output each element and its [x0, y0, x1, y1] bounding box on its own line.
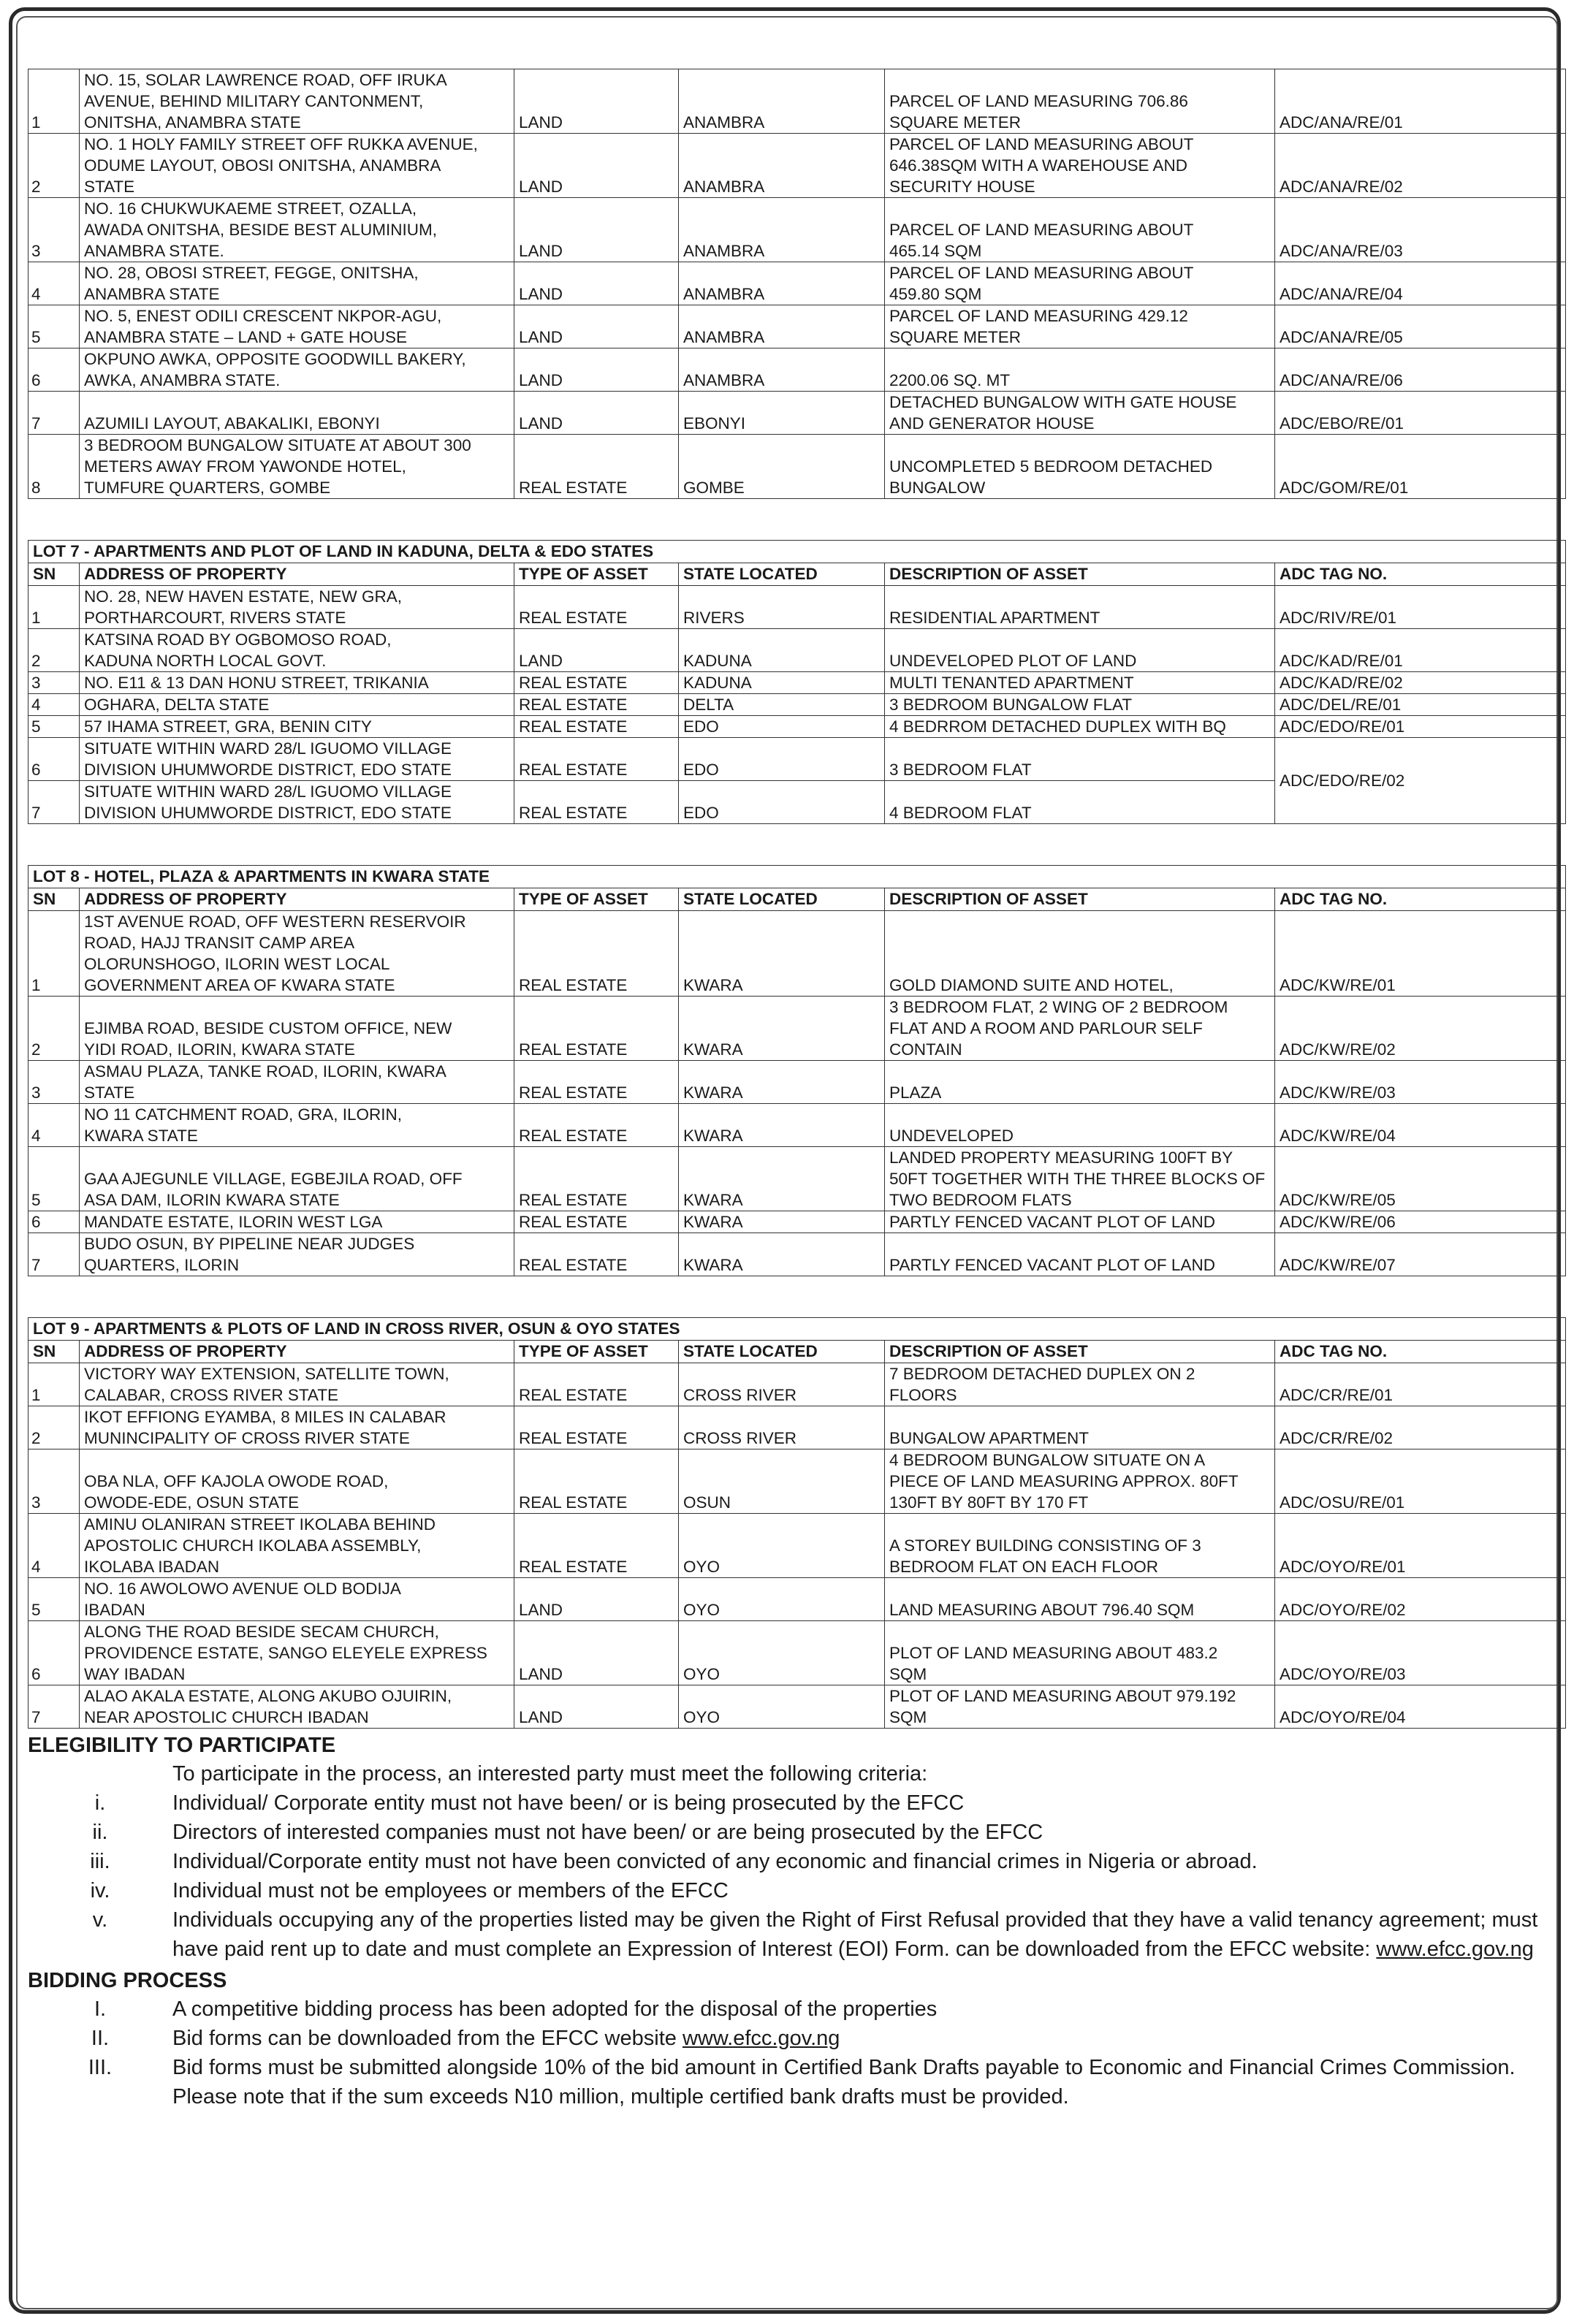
header-tag: ADC TAG NO.	[1275, 563, 1566, 586]
sn-cell: 2	[28, 134, 80, 198]
table-row	[28, 69, 1566, 134]
type-cell: REAL ESTATE	[514, 586, 679, 629]
table-row	[28, 738, 1566, 781]
sn-cell: 1	[28, 69, 80, 134]
type-cell: REAL ESTATE	[514, 1211, 679, 1233]
table-row	[28, 1061, 1566, 1104]
table-row	[28, 716, 1566, 738]
type-cell: LAND	[514, 198, 679, 262]
state-cell: EDO	[679, 716, 885, 738]
sn-cell: 6	[28, 348, 80, 392]
type-cell: LAND	[514, 1578, 679, 1621]
type-cell: LAND	[514, 629, 679, 672]
description-cell: 3 BEDROOM FLAT, 2 WING OF 2 BEDROOM FLAT AND A ROOM AND PARLOUR SELF CONTAIN	[885, 997, 1275, 1061]
description-cell: LAND MEASURING ABOUT 796.40 SQM	[885, 1578, 1275, 1621]
state-cell: KWARA	[679, 1211, 885, 1233]
address-cell: 3 BEDROOM BUNGALOW SITUATE AT ABOUT 300 METERS AWAY FROM YAWONDE HOTEL, TUMFURE QUARTERS, GOMBE	[80, 435, 514, 499]
address-cell: ASMAU PLAZA, TANKE ROAD, ILORIN, KWARA STATE	[80, 1061, 514, 1104]
type-cell: REAL ESTATE	[514, 1233, 679, 1276]
address-cell: SITUATE WITHIN WARD 28/L IGUOMO VILLAGE DIVISION UHUMWORDE DISTRICT, EDO STATE	[80, 781, 514, 824]
type-cell: LAND	[514, 262, 679, 305]
type-cell: LAND	[514, 69, 679, 134]
state-cell: ANAMBRA	[679, 262, 885, 305]
table-row	[28, 1621, 1566, 1685]
tag-cell: ADC/RIV/RE/01	[1275, 586, 1566, 629]
table-row	[28, 348, 1566, 392]
sn-cell: 1	[28, 586, 80, 629]
state-cell: OYO	[679, 1685, 885, 1729]
address-cell: MANDATE ESTATE, ILORIN WEST LGA	[80, 1211, 514, 1233]
type-cell: LAND	[514, 305, 679, 348]
description-cell: GOLD DIAMOND SUITE AND HOTEL,	[885, 911, 1275, 997]
state-cell: KWARA	[679, 911, 885, 997]
table-row	[28, 392, 1566, 435]
address-cell: OGHARA, DELTA STATE	[80, 694, 514, 716]
description-cell: 4 BEDRROM DETACHED DUPLEX WITH BQ	[885, 716, 1275, 738]
address-cell: OBA NLA, OFF KAJOLA OWODE ROAD, OWODE-EDE, OSUN STATE	[80, 1449, 514, 1514]
description-cell: 3 BEDROOM BUNGALOW FLAT	[885, 694, 1275, 716]
state-cell: EBONYI	[679, 392, 885, 435]
sn-cell: 4	[28, 694, 80, 716]
lot-continued-table	[28, 69, 1566, 499]
address-cell: NO. 15, SOLAR LAWRENCE ROAD, OFF IRUKA AVENUE, BEHIND MILITARY CANTONMENT, ONITSHA, ANAMBRA STATE	[80, 69, 514, 134]
sn-cell: 6	[28, 738, 80, 781]
bidding-heading: BIDDING PROCESS	[28, 1969, 227, 1992]
description-cell: MULTI TENANTED APARTMENT	[885, 672, 1275, 694]
table-row	[28, 1233, 1566, 1276]
description-cell: PLOT OF LAND MEASURING ABOUT 483.2 SQM	[885, 1621, 1275, 1685]
address-cell: AZUMILI LAYOUT, ABAKALIKI, EBONYI	[80, 392, 514, 435]
description-cell: PARCEL OF LAND MEASURING 429.12 SQUARE METER	[885, 305, 1275, 348]
state-cell: OYO	[679, 1621, 885, 1685]
state-cell: DELTA	[679, 694, 885, 716]
tag-cell: ADC/ANA/RE/01	[1275, 69, 1566, 134]
list-item	[28, 1995, 1565, 2024]
sn-cell: 6	[28, 1621, 80, 1685]
tag-cell: ADC/DEL/RE/01	[1275, 694, 1566, 716]
list-item	[28, 1847, 1565, 1876]
tag-cell: ADC/CR/RE/01	[1275, 1363, 1566, 1406]
tag-cell: ADC/ANA/RE/06	[1275, 348, 1566, 392]
lot-7-table	[28, 540, 1566, 824]
tag-cell: ADC/EDO/RE/01	[1275, 716, 1566, 738]
type-cell: LAND	[514, 134, 679, 198]
state-cell: ANAMBRA	[679, 69, 885, 134]
sn-cell: 4	[28, 1104, 80, 1147]
state-cell: KADUNA	[679, 672, 885, 694]
address-cell: OKPUNO AWKA, OPPOSITE GOODWILL BAKERY, AWKA, ANAMBRA STATE.	[80, 348, 514, 392]
lot-9-title: LOT 9 - APARTMENTS & PLOTS OF LAND IN CROSS RIVER, OSUN & OYO STATES	[28, 1318, 1566, 1341]
header-tag: ADC TAG NO.	[1275, 888, 1566, 911]
header-tag: ADC TAG NO.	[1275, 1341, 1566, 1363]
state-cell: ANAMBRA	[679, 134, 885, 198]
state-cell: KADUNA	[679, 629, 885, 672]
lot-8-title: LOT 8 - HOTEL, PLAZA & APARTMENTS IN KWARA STATE	[28, 866, 1566, 888]
list-item	[28, 2053, 1565, 2111]
header-description: DESCRIPTION OF ASSET	[885, 1341, 1275, 1363]
address-cell: SITUATE WITHIN WARD 28/L IGUOMO VILLAGE DIVISION UHUMWORDE DISTRICT, EDO STATE	[80, 738, 514, 781]
header-sn: SN	[28, 563, 80, 586]
header-state: STATE LOCATED	[679, 563, 885, 586]
sn-cell: 5	[28, 716, 80, 738]
tag-cell: ADC/OYO/RE/02	[1275, 1578, 1566, 1621]
list-number: v.	[92, 1908, 108, 1932]
table-row	[28, 1685, 1566, 1729]
sn-cell: 3	[28, 1449, 80, 1514]
sn-cell: 7	[28, 1685, 80, 1729]
header-state: STATE LOCATED	[679, 1341, 885, 1363]
tag-cell: ADC/KW/RE/07	[1275, 1233, 1566, 1276]
tag-cell: ADC/KAD/RE/02	[1275, 672, 1566, 694]
tag-cell: ADC/KAD/RE/01	[1275, 629, 1566, 672]
description-cell: RESIDENTIAL APARTMENT	[885, 586, 1275, 629]
list-number: II.	[91, 2027, 110, 2050]
type-cell: REAL ESTATE	[514, 1147, 679, 1211]
state-cell: OYO	[679, 1514, 885, 1578]
tag-cell: ADC/CR/RE/02	[1275, 1406, 1566, 1449]
table-row	[28, 629, 1566, 672]
description-cell: PARTLY FENCED VACANT PLOT OF LAND	[885, 1233, 1275, 1276]
tag-cell: ADC/OYO/RE/01	[1275, 1514, 1566, 1578]
sn-cell: 4	[28, 1514, 80, 1578]
tag-cell: ADC/ANA/RE/02	[1275, 134, 1566, 198]
description-cell: UNCOMPLETED 5 BEDROOM DETACHED BUNGALOW	[885, 435, 1275, 499]
list-item	[28, 1905, 1565, 1964]
list-number: III.	[88, 2056, 113, 2079]
state-cell: ANAMBRA	[679, 305, 885, 348]
state-cell: ANAMBRA	[679, 348, 885, 392]
description-cell: A STOREY BUILDING CONSISTING OF 3 BEDROOM FLAT ON EACH FLOOR	[885, 1514, 1275, 1578]
tag-cell: ADC/KW/RE/06	[1275, 1211, 1566, 1233]
table-row	[28, 1449, 1566, 1514]
type-cell: LAND	[514, 392, 679, 435]
list-item	[28, 1788, 1565, 1818]
description-cell: UNDEVELOPED PLOT OF LAND	[885, 629, 1275, 672]
table-row	[28, 262, 1566, 305]
type-cell: REAL ESTATE	[514, 738, 679, 781]
sn-cell: 6	[28, 1211, 80, 1233]
sn-cell: 2	[28, 1406, 80, 1449]
sn-cell: 3	[28, 1061, 80, 1104]
table-row	[28, 1211, 1566, 1233]
description-cell: PLAZA	[885, 1061, 1275, 1104]
description-cell: PARTLY FENCED VACANT PLOT OF LAND	[885, 1211, 1275, 1233]
header-address: ADDRESS OF PROPERTY	[80, 1341, 514, 1363]
description-cell: 7 BEDROOM DETACHED DUPLEX ON 2 FLOORS	[885, 1363, 1275, 1406]
address-cell: NO. E11 & 13 DAN HONU STREET, TRIKANIA	[80, 672, 514, 694]
bidding-list	[28, 1995, 1565, 2111]
table-row	[28, 1578, 1566, 1621]
state-cell: KWARA	[679, 1061, 885, 1104]
list-number: I.	[94, 1997, 107, 2021]
type-cell: REAL ESTATE	[514, 435, 679, 499]
table-row	[28, 586, 1566, 629]
lot-8-table	[28, 865, 1566, 1276]
description-cell: DETACHED BUNGALOW WITH GATE HOUSE AND GENERATOR HOUSE	[885, 392, 1275, 435]
description-cell: 2200.06 SQ. MT	[885, 348, 1275, 392]
header-address: ADDRESS OF PROPERTY	[80, 563, 514, 586]
tag-cell: ADC/ANA/RE/04	[1275, 262, 1566, 305]
document-body	[28, 69, 1565, 2111]
state-cell: OYO	[679, 1578, 885, 1621]
table-row	[28, 305, 1566, 348]
description-cell: PARCEL OF LAND MEASURING ABOUT 465.14 SQM	[885, 198, 1275, 262]
state-cell: KWARA	[679, 1233, 885, 1276]
state-cell: KWARA	[679, 1147, 885, 1211]
sn-cell: 2	[28, 629, 80, 672]
sn-cell: 2	[28, 997, 80, 1061]
address-cell: NO. 16 AWOLOWO AVENUE OLD BODIJA IBADAN	[80, 1578, 514, 1621]
description-cell: 4 BEDROOM BUNGALOW SITUATE ON A PIECE OF LAND MEASURING APPROX. 80FT 130FT BY 80FT BY 170 FT	[885, 1449, 1275, 1514]
address-cell: NO 11 CATCHMENT ROAD, GRA, ILORIN, KWARA STATE	[80, 1104, 514, 1147]
header-address: ADDRESS OF PROPERTY	[80, 888, 514, 911]
list-item	[28, 2024, 1565, 2053]
description-cell: PARCEL OF LAND MEASURING 706.86 SQUARE METER	[885, 69, 1275, 134]
address-cell: VICTORY WAY EXTENSION, SATELLITE TOWN, CALABAR, CROSS RIVER STATE	[80, 1363, 514, 1406]
sn-cell: 3	[28, 672, 80, 694]
state-cell: KWARA	[679, 997, 885, 1061]
sn-cell: 4	[28, 262, 80, 305]
sn-cell: 7	[28, 392, 80, 435]
table-row	[28, 997, 1566, 1061]
table-row	[28, 694, 1566, 716]
sn-cell: 1	[28, 911, 80, 997]
eligibility-list	[28, 1788, 1565, 1964]
address-cell: KATSINA ROAD BY OGBOMOSO ROAD, KADUNA NORTH LOCAL GOVT.	[80, 629, 514, 672]
tag-cell: ADC/KW/RE/03	[1275, 1061, 1566, 1104]
header-description: DESCRIPTION OF ASSET	[885, 888, 1275, 911]
header-type: TYPE OF ASSET	[514, 888, 679, 911]
list-number: iii.	[90, 1850, 110, 1873]
tag-cell: ADC/EDO/RE/02	[1275, 738, 1566, 824]
type-cell: REAL ESTATE	[514, 911, 679, 997]
lot-9-table	[28, 1317, 1566, 1729]
address-cell: NO. 28, OBOSI STREET, FEGGE, ONITSHA, ANAMBRA STATE	[80, 262, 514, 305]
table-row	[28, 911, 1566, 997]
address-cell: 57 IHAMA STREET, GRA, BENIN CITY	[80, 716, 514, 738]
address-cell: AMINU OLANIRAN STREET IKOLABA BEHIND APOSTOLIC CHURCH IKOLABA ASSEMBLY, IKOLABA IBADAN	[80, 1514, 514, 1578]
list-number: i.	[94, 1791, 106, 1815]
efcc-website-link[interactable]: www.efcc.gov.ng	[1376, 1938, 1534, 1961]
state-cell: CROSS RIVER	[679, 1406, 885, 1449]
table-row	[28, 1363, 1566, 1406]
list-number: iv.	[90, 1879, 110, 1902]
description-cell: PLOT OF LAND MEASURING ABOUT 979.192 SQM	[885, 1685, 1275, 1729]
description-cell: UNDEVELOPED	[885, 1104, 1275, 1147]
type-cell: LAND	[514, 1621, 679, 1685]
eligibility-heading: ELEGIBILITY TO PARTICIPATE	[28, 1734, 336, 1757]
table-row	[28, 672, 1566, 694]
state-cell: EDO	[679, 738, 885, 781]
header-type: TYPE OF ASSET	[514, 563, 679, 586]
list-text-with-link	[172, 1905, 1565, 1964]
header-sn: SN	[28, 888, 80, 911]
table-row	[28, 1104, 1566, 1147]
description-cell: PARCEL OF LAND MEASURING ABOUT 459.80 SQM	[885, 262, 1275, 305]
header-description: DESCRIPTION OF ASSET	[885, 563, 1275, 586]
type-cell: REAL ESTATE	[514, 1406, 679, 1449]
sn-cell: 8	[28, 435, 80, 499]
lot-7-title: LOT 7 - APARTMENTS AND PLOT OF LAND IN KADUNA, DELTA & EDO STATES	[28, 541, 1566, 563]
address-cell: 1ST AVENUE ROAD, OFF WESTERN RESERVOIR ROAD, HAJJ TRANSIT CAMP AREA OLORUNSHOGO, ILORIN WEST LOCAL GOVERNMENT AREA OF KWARA STATE	[80, 911, 514, 997]
type-cell: LAND	[514, 348, 679, 392]
sn-cell: 5	[28, 1578, 80, 1621]
address-cell: GAA AJEGUNLE VILLAGE, EGBEJILA ROAD, OFF ASA DAM, ILORIN KWARA STATE	[80, 1147, 514, 1211]
type-cell: REAL ESTATE	[514, 1104, 679, 1147]
table-row	[28, 1514, 1566, 1578]
list-text: Directors of interested companies must not have been/ or are being prosecuted by the EFCC	[172, 1821, 1043, 1844]
sn-cell: 7	[28, 781, 80, 824]
list-text: Individual must not be employees or members of the EFCC	[172, 1879, 729, 1902]
sn-cell: 5	[28, 305, 80, 348]
header-state: STATE LOCATED	[679, 888, 885, 911]
type-cell: REAL ESTATE	[514, 1514, 679, 1578]
tag-cell: ADC/KW/RE/02	[1275, 997, 1566, 1061]
sn-cell: 5	[28, 1147, 80, 1211]
state-cell: EDO	[679, 781, 885, 824]
tag-cell: ADC/ANA/RE/03	[1275, 198, 1566, 262]
table-row	[28, 1406, 1566, 1449]
header-sn: SN	[28, 1341, 80, 1363]
list-text: Bid forms can be downloaded from the EFCC website	[172, 2027, 683, 2050]
tag-cell: ADC/OYO/RE/03	[1275, 1621, 1566, 1685]
list-text: Individual/Corporate entity must not have been convicted of any economic and financial crimes in Nigeria or abroad.	[172, 1850, 1258, 1873]
sn-cell: 1	[28, 1363, 80, 1406]
list-text: Individual/ Corporate entity must not have been/ or is being prosecuted by the EFCC	[172, 1791, 965, 1815]
tag-cell: ADC/EBO/RE/01	[1275, 392, 1566, 435]
eligibility-intro: To participate in the process, an interested party must meet the following criteria:	[172, 1762, 928, 1786]
address-cell: NO. 28, NEW HAVEN ESTATE, NEW GRA, PORTHARCOURT, RIVERS STATE	[80, 586, 514, 629]
type-cell: REAL ESTATE	[514, 672, 679, 694]
state-cell: RIVERS	[679, 586, 885, 629]
state-cell: OSUN	[679, 1449, 885, 1514]
address-cell: EJIMBA ROAD, BESIDE CUSTOM OFFICE, NEW YIDI ROAD, ILORIN, KWARA STATE	[80, 997, 514, 1061]
state-cell: KWARA	[679, 1104, 885, 1147]
address-cell: NO. 1 HOLY FAMILY STREET OFF RUKKA AVENUE, ODUME LAYOUT, OBOSI ONITSHA, ANAMBRA STATE	[80, 134, 514, 198]
address-cell: ALONG THE ROAD BESIDE SECAM CHURCH, PROVIDENCE ESTATE, SANGO ELEYELE EXPRESS WAY IBADAN	[80, 1621, 514, 1685]
tag-cell: ADC/OYO/RE/04	[1275, 1685, 1566, 1729]
list-text: A competitive bidding process has been adopted for the disposal of the properties	[172, 1997, 938, 2021]
tag-cell: ADC/GOM/RE/01	[1275, 435, 1566, 499]
table-row	[28, 198, 1566, 262]
type-cell: REAL ESTATE	[514, 1449, 679, 1514]
list-item	[28, 1818, 1565, 1847]
tag-cell: ADC/OSU/RE/01	[1275, 1449, 1566, 1514]
address-cell: NO. 5, ENEST ODILI CRESCENT NKPOR-AGU, ANAMBRA STATE – LAND + GATE HOUSE	[80, 305, 514, 348]
tag-cell: ADC/ANA/RE/05	[1275, 305, 1566, 348]
description-cell: PARCEL OF LAND MEASURING ABOUT 646.38SQM WITH A WAREHOUSE AND SECURITY HOUSE	[885, 134, 1275, 198]
type-cell: REAL ESTATE	[514, 716, 679, 738]
state-cell: GOMBE	[679, 435, 885, 499]
description-cell: BUNGALOW APARTMENT	[885, 1406, 1275, 1449]
type-cell: REAL ESTATE	[514, 997, 679, 1061]
state-cell: CROSS RIVER	[679, 1363, 885, 1406]
table-row	[28, 134, 1566, 198]
description-cell: 3 BEDROOM FLAT	[885, 738, 1275, 781]
description-cell: LANDED PROPERTY MEASURING 100FT BY 50FT TOGETHER WITH THE THREE BLOCKS OF TWO BEDROOM FLATS	[885, 1147, 1275, 1211]
state-cell: ANAMBRA	[679, 198, 885, 262]
list-text: Individuals occupying any of the properties listed may be given the Right of First Refusal provided that they have a valid tenancy agreement; must have paid rent up to date and must complete an Expression of Interest (EOI) Form. can be downloaded from the EFCC website:	[172, 1908, 1538, 1961]
sn-cell: 3	[28, 198, 80, 262]
address-cell: IKOT EFFIONG EYAMBA, 8 MILES IN CALABAR MUNINCIPALITY OF CROSS RIVER STATE	[80, 1406, 514, 1449]
type-cell: REAL ESTATE	[514, 781, 679, 824]
efcc-website-link[interactable]: www.efcc.gov.ng	[682, 2027, 840, 2050]
tag-cell: ADC/KW/RE/04	[1275, 1104, 1566, 1147]
address-cell: NO. 16 CHUKWUKAEME STREET, OZALLA, AWADA ONITSHA, BESIDE BEST ALUMINIUM, ANAMBRA STATE.	[80, 198, 514, 262]
description-cell: 4 BEDROOM FLAT	[885, 781, 1275, 824]
list-item	[28, 1876, 1565, 1905]
table-row	[28, 1147, 1566, 1211]
address-cell: ALAO AKALA ESTATE, ALONG AKUBO OJUIRIN, NEAR APOSTOLIC CHURCH IBADAN	[80, 1685, 514, 1729]
type-cell: REAL ESTATE	[514, 694, 679, 716]
type-cell: REAL ESTATE	[514, 1061, 679, 1104]
tag-cell: ADC/KW/RE/01	[1275, 911, 1566, 997]
list-text-with-link	[172, 2024, 1565, 2053]
type-cell: REAL ESTATE	[514, 1363, 679, 1406]
sn-cell: 7	[28, 1233, 80, 1276]
header-type: TYPE OF ASSET	[514, 1341, 679, 1363]
address-cell: BUDO OSUN, BY PIPELINE NEAR JUDGES QUARTERS, ILORIN	[80, 1233, 514, 1276]
list-text: Bid forms must be submitted alongside 10% of the bid amount in Certified Bank Drafts payable to Economic and Financial Crimes Commission. Please note that if the sum exceeds N10 million, multiple certified bank drafts must be provided.	[172, 2056, 1516, 2108]
type-cell: LAND	[514, 1685, 679, 1729]
table-row	[28, 435, 1566, 499]
list-number: ii.	[92, 1821, 108, 1844]
tag-cell: ADC/KW/RE/05	[1275, 1147, 1566, 1211]
